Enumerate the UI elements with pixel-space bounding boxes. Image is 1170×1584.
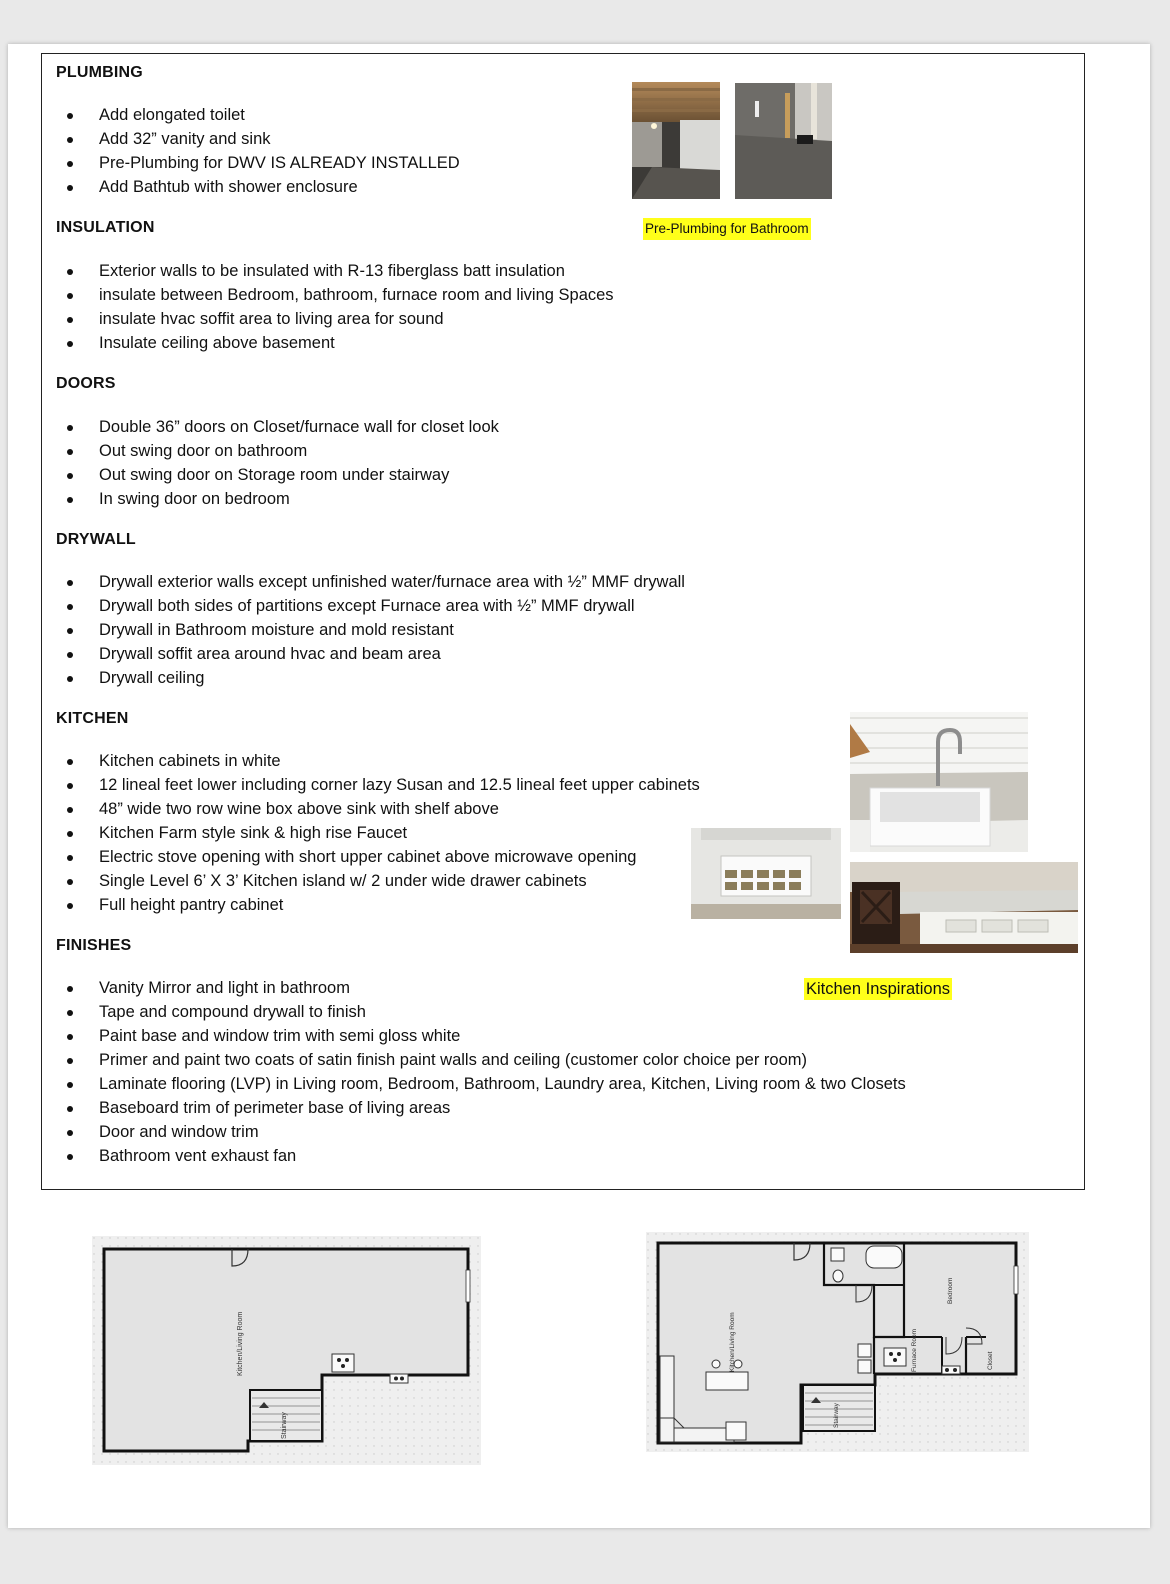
label-kitchen-living: Kitchen/Living Room	[729, 1312, 736, 1372]
list-finishes	[56, 976, 906, 1168]
heading-doors: DOORS	[56, 375, 116, 392]
list-item: 12 lineal feet lower including corner lazy Susan and 12.5 lineal feet upper cabinets	[56, 773, 700, 797]
list-plumbing	[56, 103, 460, 199]
kitchen-island-photo	[850, 862, 1078, 953]
basement-photo	[632, 82, 720, 199]
list-item: Out swing door on Storage room under stairway	[56, 463, 499, 487]
list-item: Drywall in Bathroom moisture and mold resistant	[56, 618, 685, 642]
list-item: insulate hvac soffit area to living area for sound	[56, 307, 614, 331]
list-item: Double 36” doors on Closet/furnace wall for closet look	[56, 415, 499, 439]
list-item: Tape and compound drywall to finish	[56, 1000, 906, 1024]
list-item: insulate between Bedroom, bathroom, furnace room and living Spaces	[56, 283, 614, 307]
label-stairway: Stairway	[833, 1403, 840, 1428]
list-drywall	[56, 570, 685, 690]
list-item: 48” wide two row wine box above sink with shelf above	[56, 797, 700, 821]
caption-preplumbing: Pre-Plumbing for Bathroom	[643, 218, 811, 240]
list-item: Drywall soffit area around hvac and beam area	[56, 642, 685, 666]
list-item: Bathroom vent exhaust fan	[56, 1144, 906, 1168]
list-item: Primer and paint two coats of satin finish paint walls and ceiling (customer color choice per room)	[56, 1048, 906, 1072]
list-item: Add Bathtub with shower enclosure	[56, 175, 460, 199]
list-item: Paint base and window trim with semi gloss white	[56, 1024, 906, 1048]
heading-kitchen: KITCHEN	[56, 710, 129, 727]
heading-finishes: FINISHES	[56, 937, 132, 954]
caption-kitchen: Kitchen Inspirations	[806, 980, 950, 998]
list-item: Door and window trim	[56, 1120, 906, 1144]
floorplan-proposed	[646, 1232, 1029, 1452]
list-insulation	[56, 259, 614, 355]
heading-insulation: INSULATION	[56, 219, 155, 236]
list-item: Exterior walls to be insulated with R-13 fiberglass batt insulation	[56, 259, 614, 283]
wine-box-photo	[691, 828, 841, 919]
floorplan-existing	[92, 1236, 481, 1465]
label-furnace-room: Furnace Room	[911, 1329, 918, 1372]
list-item: Laminate flooring (LVP) in Living room, Bedroom, Bathroom, Laundry area, Kitchen, Living room & two Closets	[56, 1072, 906, 1096]
list-item: Out swing door on bathroom	[56, 439, 499, 463]
list-item: Vanity Mirror and light in bathroom	[56, 976, 906, 1000]
list-item: Kitchen cabinets in white	[56, 749, 700, 773]
heading-plumbing: PLUMBING	[56, 64, 143, 81]
list-doors	[56, 415, 499, 511]
list-item: Kitchen Farm style sink & high rise Faucet	[56, 821, 700, 845]
list-item: Add elongated toilet	[56, 103, 460, 127]
list-item: Baseboard trim of perimeter base of living areas	[56, 1096, 906, 1120]
list-item: Single Level 6’ X 3’ Kitchen island w/ 2 under wide drawer cabinets	[56, 869, 700, 893]
label-bedroom: Bedroom	[947, 1277, 954, 1304]
label-closet: Closet	[987, 1351, 994, 1370]
label-stairway: Stairway	[281, 1412, 288, 1439]
heading-drywall: DRYWALL	[56, 531, 136, 548]
list-item: Drywall exterior walls except unfinished water/furnace area with ½” MMF drywall	[56, 570, 685, 594]
list-item: Electric stove opening with short upper cabinet above microwave opening	[56, 845, 700, 869]
label-kitchen-living: Kitchen/Living Room	[237, 1311, 244, 1376]
list-item: Pre-Plumbing for DWV IS ALREADY INSTALLED	[56, 151, 460, 175]
list-item: In swing door on bedroom	[56, 487, 499, 511]
list-kitchen	[56, 749, 700, 917]
list-item: Add 32” vanity and sink	[56, 127, 460, 151]
list-item: Drywall both sides of partitions except Furnace area with ½” MMF drywall	[56, 594, 685, 618]
list-item: Insulate ceiling above basement	[56, 331, 614, 355]
list-item: Drywall ceiling	[56, 666, 685, 690]
rough-in-photo	[735, 83, 832, 199]
list-item: Full height pantry cabinet	[56, 893, 700, 917]
farm-sink-photo	[850, 712, 1028, 852]
